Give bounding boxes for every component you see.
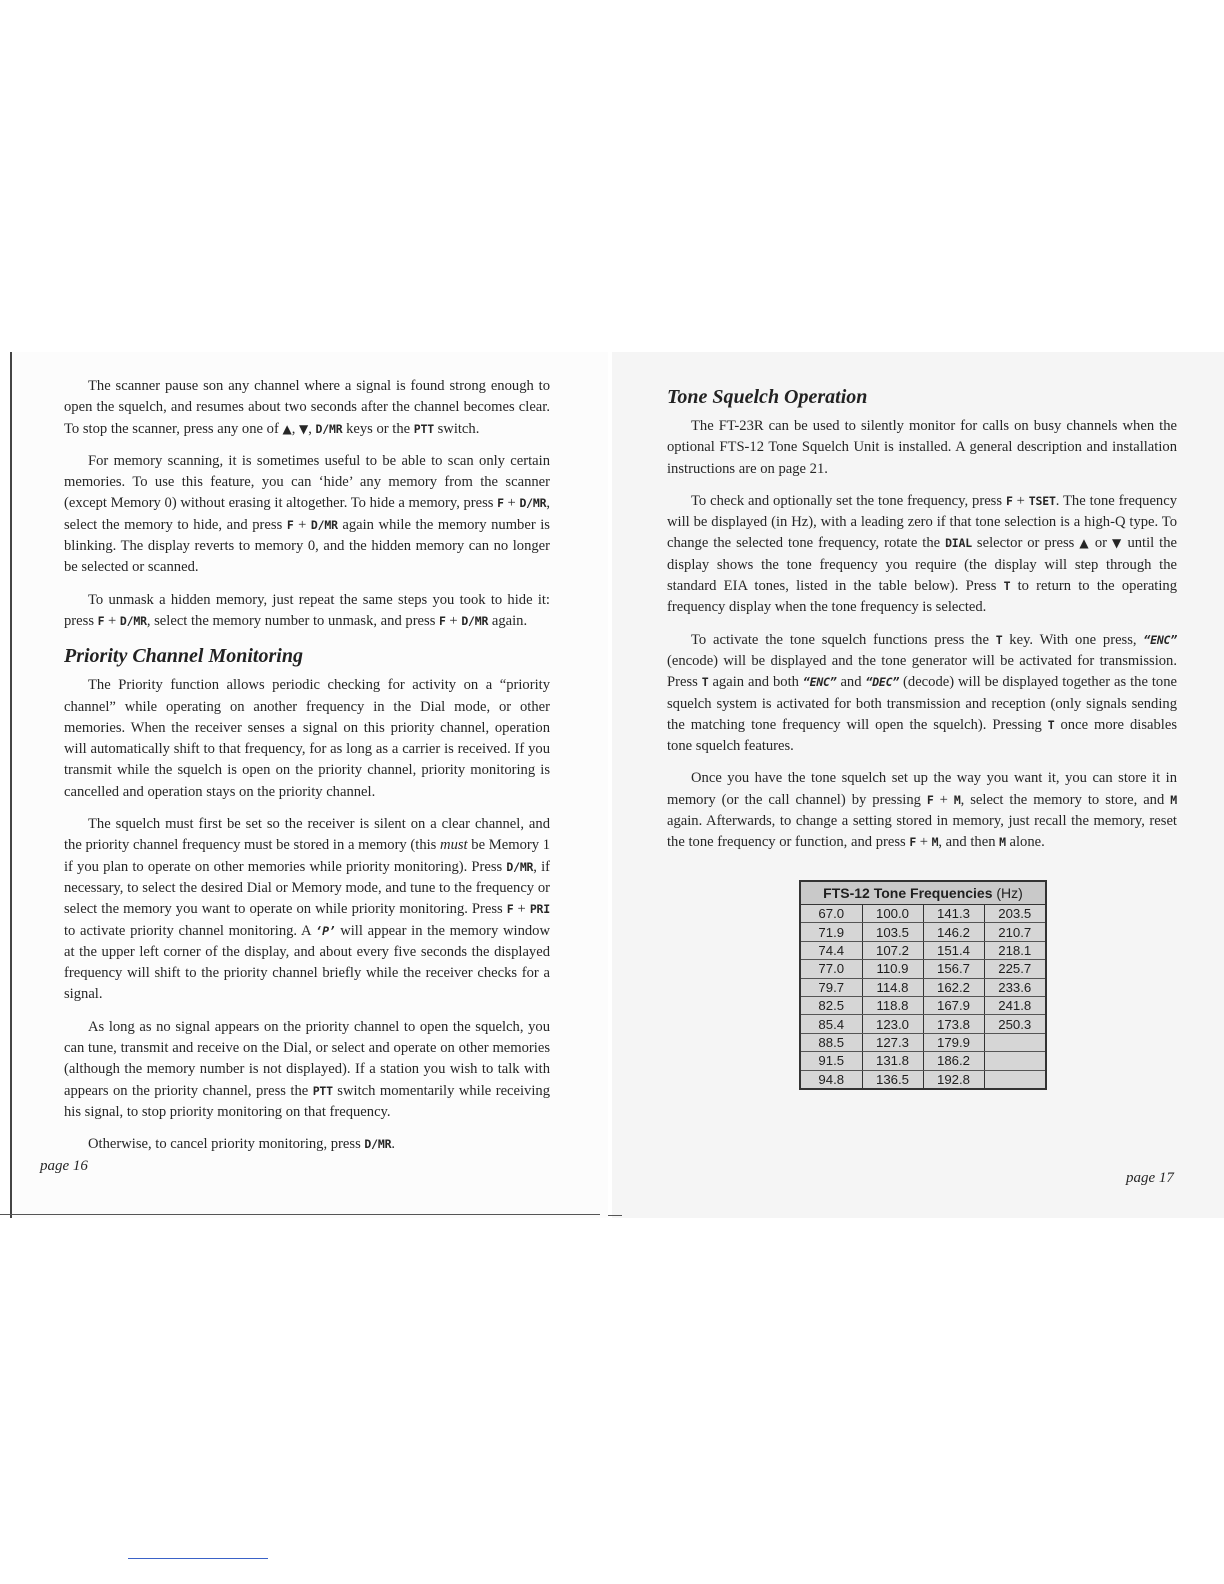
table-row: [801, 1015, 1045, 1033]
table-row: [801, 1070, 1045, 1088]
table-cell: 173.8: [923, 1015, 984, 1033]
table-cell: 146.2: [923, 923, 984, 941]
table-row: [801, 1052, 1045, 1070]
table-row: [801, 960, 1045, 978]
dmr-key: D/MR: [315, 421, 343, 436]
table-cell: 74.4: [801, 941, 862, 959]
table-row: [801, 1033, 1045, 1051]
tone-store-paragraph: Once you have the tone squelch set up the way you want it, you can store it in memory (or the call channel) by pressing F + M, select the memory to store, and M again. Afterwards, to change a setting stored in memory, just recall the memory, reset the tone frequency or function, and press F + M, and then M alone.: [667, 770, 1177, 851]
table-row: [801, 996, 1045, 1014]
table-cell: 85.4: [801, 1015, 862, 1033]
table-cell: 100.0: [862, 905, 923, 923]
tone-activate-paragraph: To activate the tone squelch functions press the T key. With one press, “ENC” (encode) will be displayed and the tone generator will be activated for transmission. Press T again and both “ENC” and “DEC” (decode) will be displayed together as the tone squelch system is activated for both transmission and reception (only signals sending the matching tone frequency will open the squelch). Pressing T once more disables tone squelch features.: [667, 631, 1177, 755]
tone-frequency-check-paragraph: To check and optionally set the tone frequency, press F + TSET. The tone frequency will be displayed (in Hz), with a leading zero if that tone selection is a high-Q type. To change the selected tone frequency, rotate the DIAL selector or press ▲ or ▼ until the display shows the tone frequency you require (the display will step through the standard EIA tones, listed in the table below). Press T to return to the operating frequency display when the tone frequency is selected.: [667, 492, 1177, 616]
priority-operation-paragraph: As long as no signal appears on the priority channel to open the squelch, you can tune, transmit and receive on the Dial, or select and operate on other memories (although the memory number is not displayed). If a station you wish to talk with appears on the priority channel, press the PTT switch momentarily while receiving his signal, to stop priority monitoring on that frequency.: [64, 1018, 551, 1120]
table-cell: 141.3: [923, 905, 984, 923]
table-cell: 103.5: [862, 923, 923, 941]
table-cell: 210.7: [984, 923, 1045, 941]
table-cell: 218.1: [984, 941, 1045, 959]
page-number-left: page 16: [40, 1158, 88, 1174]
table-cell: 162.2: [923, 978, 984, 996]
table-cell: [984, 1033, 1045, 1051]
memory-scanning-paragraph: For memory scanning, it is sometimes useful to be able to scan only certain memories. To use this feature, you can ‘hide’ any memory from the scanner (except Memory 0) without erasing it altogether. To hide a memory, press F + D/MR, select the memory to hide, and press F + D/MR again while the memory number is blinking. The display reverts to memory 0, and the hidden memory can no longer be selected or scanned.: [64, 452, 551, 576]
table-cell: 151.4: [923, 941, 984, 959]
down-arrow-key: ▼: [299, 421, 309, 436]
up-arrow-key: ▲: [282, 421, 292, 436]
table-cell: 192.8: [923, 1070, 984, 1088]
table-cell: 131.8: [862, 1052, 923, 1070]
table-cell: 79.7: [801, 978, 862, 996]
table-cell: 241.8: [984, 996, 1045, 1014]
table-cell: [984, 1052, 1045, 1070]
table-cell: 82.5: [801, 996, 862, 1014]
table-cell: 250.3: [984, 1015, 1045, 1033]
scanner-pause-paragraph: The scanner pause son any channel where a signal is found strong enough to open the squelch, and resumes about two seconds after the channel becomes clear. To stop the scanner, press any one of ▲, ▼, D/MR keys or the PTT switch.: [64, 378, 550, 437]
table-cell: 136.5: [862, 1070, 923, 1088]
table-cell: 127.3: [862, 1033, 923, 1051]
priority-channel-heading: Priority Channel Monitoring: [64, 645, 303, 668]
table-cell: 77.0: [801, 960, 862, 978]
page-number-right: page 17: [1126, 1170, 1174, 1186]
table-cell: 107.2: [862, 941, 923, 959]
left-page-bottom-rule: [0, 1214, 600, 1215]
stray-rule: [128, 1558, 268, 1559]
table-row: [801, 923, 1045, 941]
table-cell: 118.8: [862, 996, 923, 1014]
table-cell: 167.9: [923, 996, 984, 1014]
right-page-text: [667, 380, 1177, 865]
ptt-key: PTT: [413, 421, 434, 436]
table-cell: 225.7: [984, 960, 1045, 978]
table-cell: 179.9: [923, 1033, 984, 1051]
tone-frequency-table: [799, 880, 1047, 1090]
priority-function-paragraph: The Priority function allows periodic checking for activity on a “priority channel” while operating on another frequency in the Dial mode, or other memories. When the receiver senses a signal on this priority channel, operation will automatically shift to that frequency, for as long as a carrier is received. If you transmit while the squelch is open on the priority channel, priority monitoring is cancelled and operation stays on the priority channel.: [64, 677, 550, 800]
table-row: [801, 905, 1045, 923]
table-cell: 233.6: [984, 978, 1045, 996]
right-page-bottom-rule: [608, 1215, 622, 1216]
table-row: [801, 941, 1045, 959]
cancel-priority-paragraph: Otherwise, to cancel priority monitoring, press D/MR.: [88, 1136, 395, 1153]
table-cell: 114.8: [862, 978, 923, 996]
table-cell: 203.5: [984, 905, 1045, 923]
tone-table-title: FTS-12 Tone Frequencies (Hz): [801, 882, 1045, 905]
tone-squelch-heading: Tone Squelch Operation: [667, 386, 868, 408]
table-cell: 67.0: [801, 905, 862, 923]
table-cell: 123.0: [862, 1015, 923, 1033]
tone-squelch-intro-paragraph: The FT-23R can be used to silently monitor for calls on busy channels when the optional FTS-12 Tone Squelch Unit is installed. A general description and installation instructions are on page 21.: [667, 418, 1177, 477]
table-cell: 88.5: [801, 1033, 862, 1051]
table-cell: 91.5: [801, 1052, 862, 1070]
table-cell: 110.9: [862, 960, 923, 978]
left-page-text: [64, 376, 550, 1167]
table-cell: [984, 1070, 1045, 1088]
table-cell: 94.8: [801, 1070, 862, 1088]
unmask-memory-paragraph: To unmask a hidden memory, just repeat the same steps you took to hide it: press F + D/MR, select the memory number to unmask, and press F + D/MR again.: [64, 591, 550, 629]
table-cell: 186.2: [923, 1052, 984, 1070]
table-cell: 71.9: [801, 923, 862, 941]
table-row: [801, 978, 1045, 996]
squelch-setup-paragraph: The squelch must first be set so the receiver is silent on a clear channel, and the priority channel frequency must be stored in a memory (this must be Memory 1 if you plan to operate on other memories while priority monitoring). Press D/MR, if necessary, to select the desired Dial or Memory mode, and tune to the frequency or select the memory you want to operate on while priority monitoring. Press F + PRI to activate priority channel monitoring. A ‘P’ will appear in the memory window at the upper left corner of the display, and about every five seconds the displayed frequency will shift to the priority channel briefly while the receiver checks for a signal.: [64, 816, 550, 1003]
table-cell: 156.7: [923, 960, 984, 978]
